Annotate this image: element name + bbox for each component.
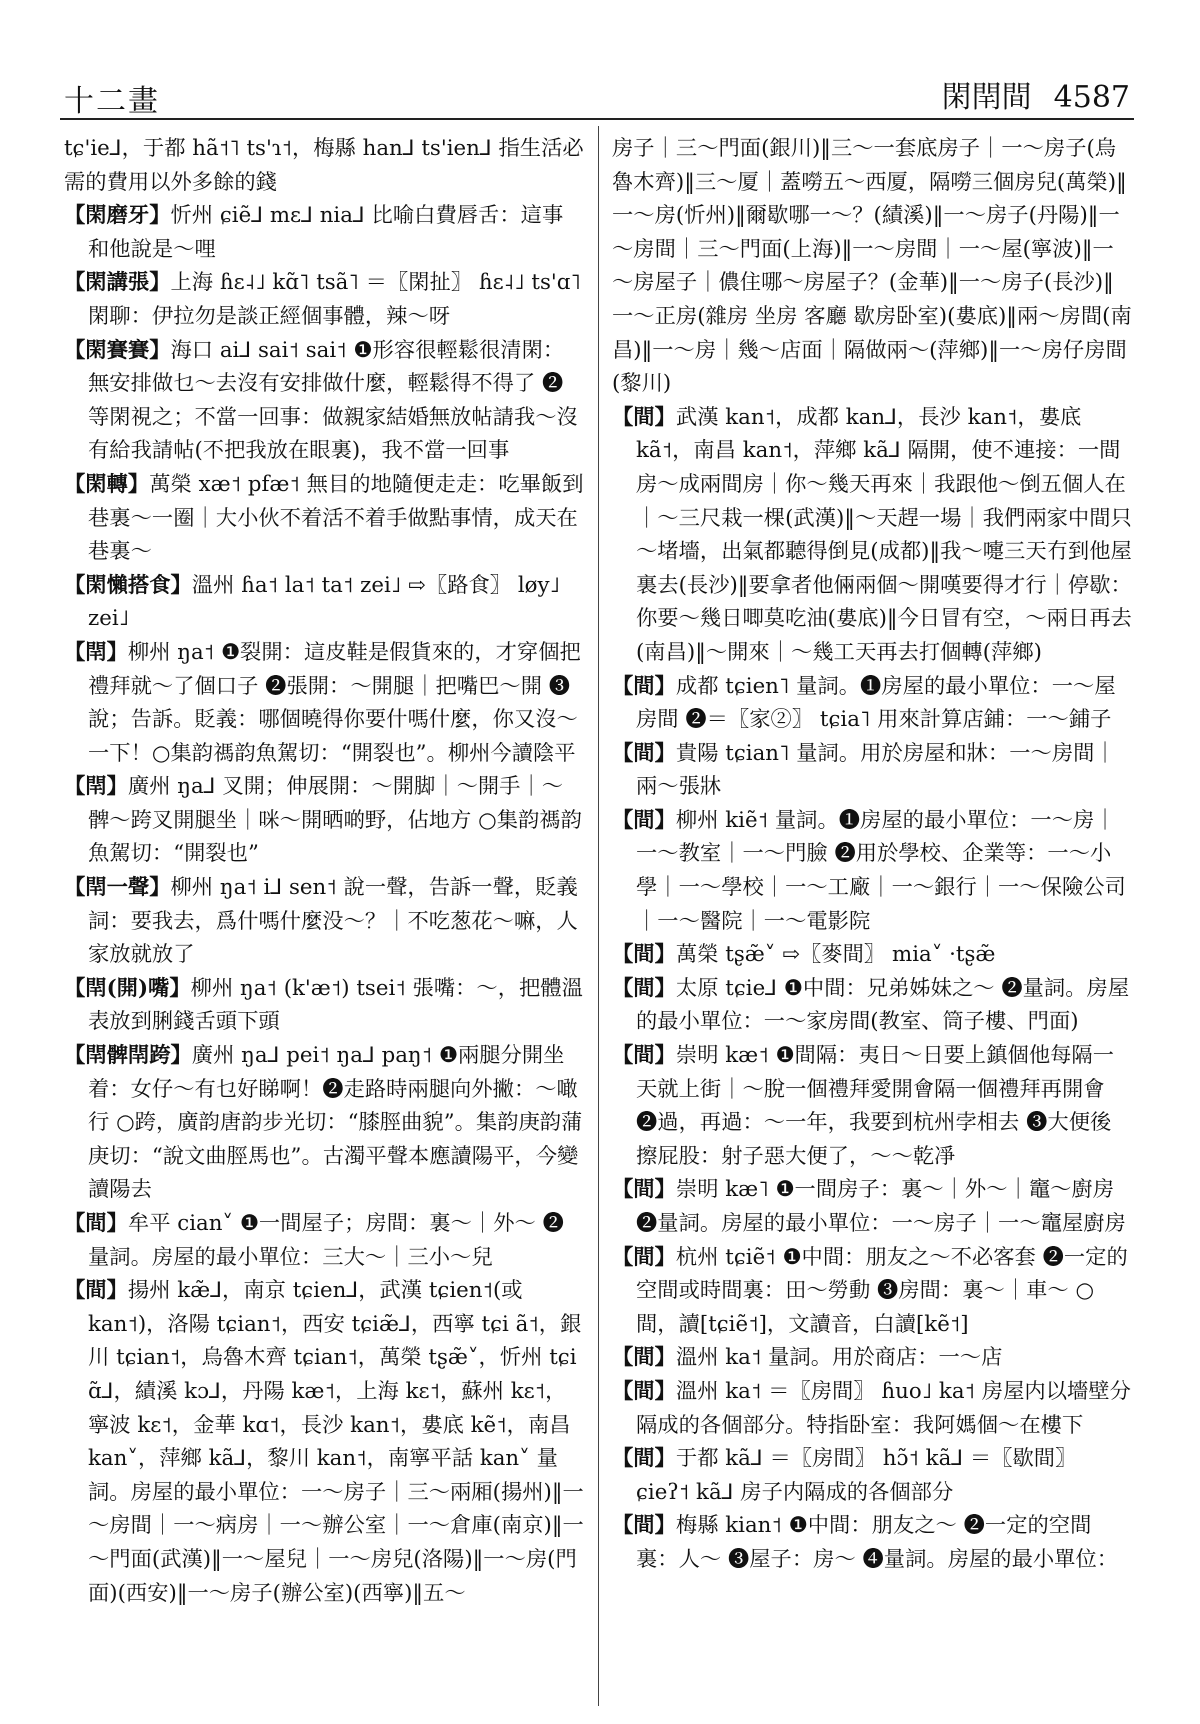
- dictionary-entry: [612, 804, 1132, 938]
- entry-headword: 【閑講張】: [64, 270, 171, 296]
- dictionary-entry: [64, 770, 584, 871]
- dictionary-entry: [612, 1241, 1132, 1342]
- dictionary-entry: [64, 636, 584, 770]
- entry-headword: 【閈】: [64, 774, 128, 800]
- entry-text: 杭州 tɕiẽ˦ ❶中間：朋友之～不必客套 ❷一定的空間或時間裏：田～勞動 ❸房間：裏～｜車～ ○間，讀[tɕiẽ˦]，文讀音，白讀[kẽ˦]: [636, 1244, 1128, 1337]
- dictionary-entry: [64, 972, 584, 1039]
- entry-headword: 【間】: [612, 1378, 676, 1404]
- entry-headword: 【間】: [612, 942, 676, 968]
- entry-text: 上海 ɦɛ˨˩ kɑ̃˥ tsã˥ ＝〖閑扯〗 ɦɛ˨˩ ts'ɑ˥ 閑聊：伊拉勿是談正經個事體，辣～呀: [88, 270, 581, 329]
- dictionary-entry: [612, 972, 1132, 1039]
- entry-headword: 【閈一聲】: [64, 875, 171, 901]
- entry-headword: 【閈】: [64, 639, 128, 665]
- entry-headword: 【間】: [612, 1345, 676, 1371]
- entry-text: 溫州 ka˦ 量詞。用於商店：一～店: [675, 1345, 1003, 1371]
- entry-headword: 【間】: [612, 975, 676, 1001]
- entry-text: 太原 tɕie⅃ ❶中間：兄弟姊妹之～ ❷量詞。房屋的最小單位：一～家房間(教室、筒子樓、門面): [636, 975, 1130, 1035]
- running-head: [920, 72, 1130, 116]
- dictionary-entry: [612, 1341, 1132, 1375]
- running-head-chars: 閑閈間: [941, 80, 1032, 115]
- left-column: [64, 132, 584, 1610]
- entry-text: 房子｜三～門面(銀川)‖三～一套底房子｜一～房子(烏魯木齊)‖三～厦｜蓋嘮五～西厦，隔嘮三個房兒(萬榮)‖一～房(忻州)‖爾歇哪一～？(績溪)‖一～房子(丹陽)‖一～房間｜三～門面(上海)‖一～房間｜一～屋(寧波)‖一～房屋子｜儂住哪～房屋子？(金華)‖一～房子(長沙)‖一～正房(雜房 坐房 客廳 歇房卧室)(婁底)‖兩～房間(南昌)‖一～房｜幾～店面｜隔做兩～(萍鄉)‖一～房仔房間(黎川): [612, 136, 1132, 397]
- dictionary-entry: [64, 468, 584, 569]
- entry-text: 揚州 kæ̃⅃，南京 tɕien⅃，武漢 tɕien˦(或 kan˦)，洛陽 tɕian˦，西安 tɕiæ̃⅃，西寧 tɕi ã˦，銀川 tɕian˦，烏魯木齊 tɕian˦，萬榮 tʂæ̃˅，忻州 tɕi ɑ̃⅃，績溪 kɔ⅃，丹陽 kæ˦，上海 kɛ˦，蘇州 kɛ˦，寧波 kɛ˦，金華 kɑ˦，長沙 kan˦，婁底 kẽ˦，南昌 kan˅，萍鄉 kã⅃，黎川 kan˦，南寧平話 kan˅ 量詞。房屋的最小單位：一～房子｜三～兩厢(揚州)‖一～房間｜一～病房｜一～辦公室｜一～倉庫(南京)‖一～門面(武漢)‖一～屋兒｜一～房兒(洛陽)‖一～房(門面)(西安)‖一～房子(辦公室)(西寧)‖五～: [88, 1278, 584, 1606]
- entry-headword: 【間】: [612, 807, 676, 833]
- dictionary-entry: [64, 871, 584, 972]
- entry-headword: 【閑賽賽】: [64, 337, 171, 363]
- right-column: [612, 132, 1132, 1577]
- page-header: [62, 66, 1130, 118]
- entry-text: 溫州 ɦa˦ la˦ ta˦ zei˩ ⇨〖路食〗 løy˩ zei˩: [88, 572, 561, 632]
- entry-headword: 【間】: [612, 1177, 676, 1203]
- entry-text: 武漢 kan˦，成都 kan⅃，長沙 kan˦，婁底 kã˦，南昌 kan˦，萍鄉 kã⅃ 隔開，使不連接：一間房～成兩間房｜你～幾天再來｜我跟他～倒五個人在｜～三尺栽一棵(武漢)‖～天趕一場｜我們兩家中間只～堵墻，出氣都聽得倒見(成都)‖我～嚏三天冇到他屋裏去(長沙)‖要拿者他倆兩個～開嘆要得才行｜停歇：你要～幾日唧莫吃油(婁底)‖今日冒有空，～兩日再去(南昌)‖～開來｜～幾工天再去打個轉(萍鄉): [636, 404, 1132, 665]
- entry-text: 成都 tɕien˥ 量詞。❶房屋的最小單位：一～屋房間 ❷＝〖家②〗 tɕia˥ 用來計算店鋪：一～鋪子: [636, 673, 1116, 733]
- dictionary-entry: [612, 1173, 1132, 1240]
- entry-text: 牟平 cian˅ ❶一間屋子；房間：裏～｜外～ ❷量詞。房屋的最小單位：三大～｜三小～兒: [88, 1211, 564, 1270]
- section-label: 十二畫: [64, 84, 160, 119]
- entry-text: 萬榮 tʂæ̃˅ ⇨〖麥間〗 mia˅ ·tʂæ̃: [675, 942, 996, 968]
- header-divider: [60, 118, 1134, 120]
- entry-text: 溫州 ka˦ ＝〖房間〗 ɦuo˩ ka˦ 房屋内以墻壁分隔成的各個部分。特指卧室：我阿媽個～在樓下: [636, 1378, 1131, 1438]
- entry-text: 梅縣 kian˦ ❶中間：朋友之～ ❷一定的空間裏：人～ ❸屋子：房～ ❹量詞。房屋的最小單位：: [636, 1513, 1119, 1572]
- entry-headword: 【間】: [612, 1446, 676, 1472]
- entry-text: 廣州 ŋa⅃ pei˦ ŋa⅃ paŋ˦ ❶兩腿分開坐着：女仔～有乜好睇啊！❷走路時兩腿向外撇：～噉行 ○跨，廣韵唐韵步光切：“膝脛曲貌”。集韵庚韵蒲庚切：“說文曲脛馬也”。古濁平聲本應讀陽平，今變讀陽去: [88, 1043, 583, 1203]
- dictionary-entry: [612, 1509, 1132, 1576]
- entry-headword: 【間】: [612, 1043, 676, 1069]
- entry-headword: 【間】: [64, 1278, 128, 1304]
- entry-text: 柳州 ŋa˦ ❶裂開：這皮鞋是假貨來的，才穿個把禮拜就～了個口子 ❷張開：～開腿｜把嘴巴～開 ❸說；告訴。貶義：哪個曉得你要什嗎什麼，你又沒～一下！○集韵禡韵魚駕切：“開裂也”。柳州今讀陰平: [88, 639, 581, 766]
- entry-text: 海口 ai⅃ sai˦ sai˦ ❶形容很輕鬆很清閑：無安排做乜～去沒有安排做什麼，輕鬆得不得了 ❷等閑視之；不當一回事：做親家結婚無放帖請我～沒有給我請帖(不把我放在眼裏)，我不當一回事: [88, 337, 578, 464]
- entry-text: 貴陽 tɕian˥ 量詞。用於房屋和牀：一～房間｜兩～張牀: [636, 740, 1116, 800]
- dictionary-entry: [612, 737, 1132, 804]
- dictionary-entry: [64, 569, 584, 636]
- entry-headword: 【間】: [612, 673, 676, 699]
- entry-headword: 【間】: [612, 740, 676, 766]
- entry-headword: 【閈髀閈跨】: [64, 1043, 192, 1069]
- dictionary-entry: [64, 199, 584, 266]
- dictionary-entry: [612, 1375, 1132, 1442]
- dictionary-entry: [64, 266, 584, 333]
- entry-text: 柳州 ŋa˦ (k'æ˦) tsei˦ 張嘴：～，把體溫表放到脷錢舌頭下頭: [88, 975, 583, 1035]
- entry-text: 崇明 kæ˦ ❶間隔：夷日～日要上鎮個他每隔一天就上街｜～脫一個禮拜愛開會隔一個禮拜再開會 ❷過，再過：～一年，我要到杭州孛相去 ❸大便後擦屁股：射子惡大便了，～～乾凈: [636, 1043, 1115, 1169]
- dictionary-entry: [64, 1207, 584, 1274]
- dictionary-entry: [64, 334, 584, 468]
- entry-text: 崇明 kæ˥ ❶一間房子：裏～｜外～｜竈～廚房 ❷量詞。房屋的最小單位：一～房子｜一～竈屋廚房: [636, 1177, 1126, 1236]
- entry-text: 于都 kã⅃ ＝〖房間〗 hɔ̃˦ kã⅃ ＝〖歇間〗 ɕieʔ˦ kã⅃ 房子内隔成的各個部分: [636, 1446, 1077, 1505]
- entry-headword: 【間】: [612, 1244, 676, 1270]
- entry-headword: 【閑磨牙】: [64, 203, 171, 229]
- dictionary-entry: [612, 1039, 1132, 1173]
- dictionary-entry: [64, 1274, 584, 1610]
- page-number: 4587: [1053, 80, 1130, 115]
- entry-continuation: [64, 132, 584, 199]
- dictionary-entry: [612, 401, 1132, 670]
- entry-continuation: [612, 132, 1132, 401]
- entry-headword: 【間】: [612, 1513, 676, 1539]
- entry-text: 萬榮 xæ˦ pfæ˦ 無目的地隨便走走：吃畢飯到巷裏～一圈｜大小伙不着活不着手做點事情，成天在巷裏～: [88, 471, 584, 565]
- entry-headword: 【閑懶搭食】: [64, 572, 192, 598]
- entry-headword: 【閈(開)嘴】: [64, 975, 191, 1001]
- dictionary-entry: [612, 670, 1132, 737]
- column-divider: [598, 126, 599, 1706]
- dictionary-entry: [612, 1442, 1132, 1509]
- entry-headword: 【間】: [64, 1211, 128, 1236]
- entry-text: 忻州 ɕiẽ⅃ mɛ⅃ nia⅃ 比喻白費唇舌：這事和他說是～哩: [88, 203, 564, 262]
- entry-headword: 【閑轉】: [64, 471, 150, 497]
- entry-headword: 【間】: [612, 404, 676, 430]
- entry-text: 柳州 ŋa˦ i⅃ sen˦ 說一聲，告訴一聲，貶義詞：要我去，爲什嗎什麼没～？｜不吃葱花～嘛，人家放就放了: [88, 875, 578, 968]
- entry-text: tɕ'ie⅃，于都 hã˦˥ ts'ɿ˦，梅縣 han⅃ ts'ien⅃ 指生活必需的費用以外多餘的錢: [64, 136, 584, 195]
- entry-text: 廣州 ŋa⅃ 叉開；伸展開：～開脚｜～開手｜～髀～跨叉開腿坐｜咪～開晒啲野，佔地方 ○集韵禡韵魚駕切：“開裂也”: [88, 774, 582, 867]
- dictionary-entry: [612, 938, 1132, 972]
- dictionary-entry: [64, 1039, 584, 1207]
- entry-text: 柳州 kiẽ˦ 量詞。❶房屋的最小單位：一～房｜一～教室｜一～門臉 ❷用於學校、企業等：一～小學｜一～學校｜一～工廠｜一～銀行｜一～保險公司｜一～醫院｜一～電影院: [636, 807, 1126, 934]
